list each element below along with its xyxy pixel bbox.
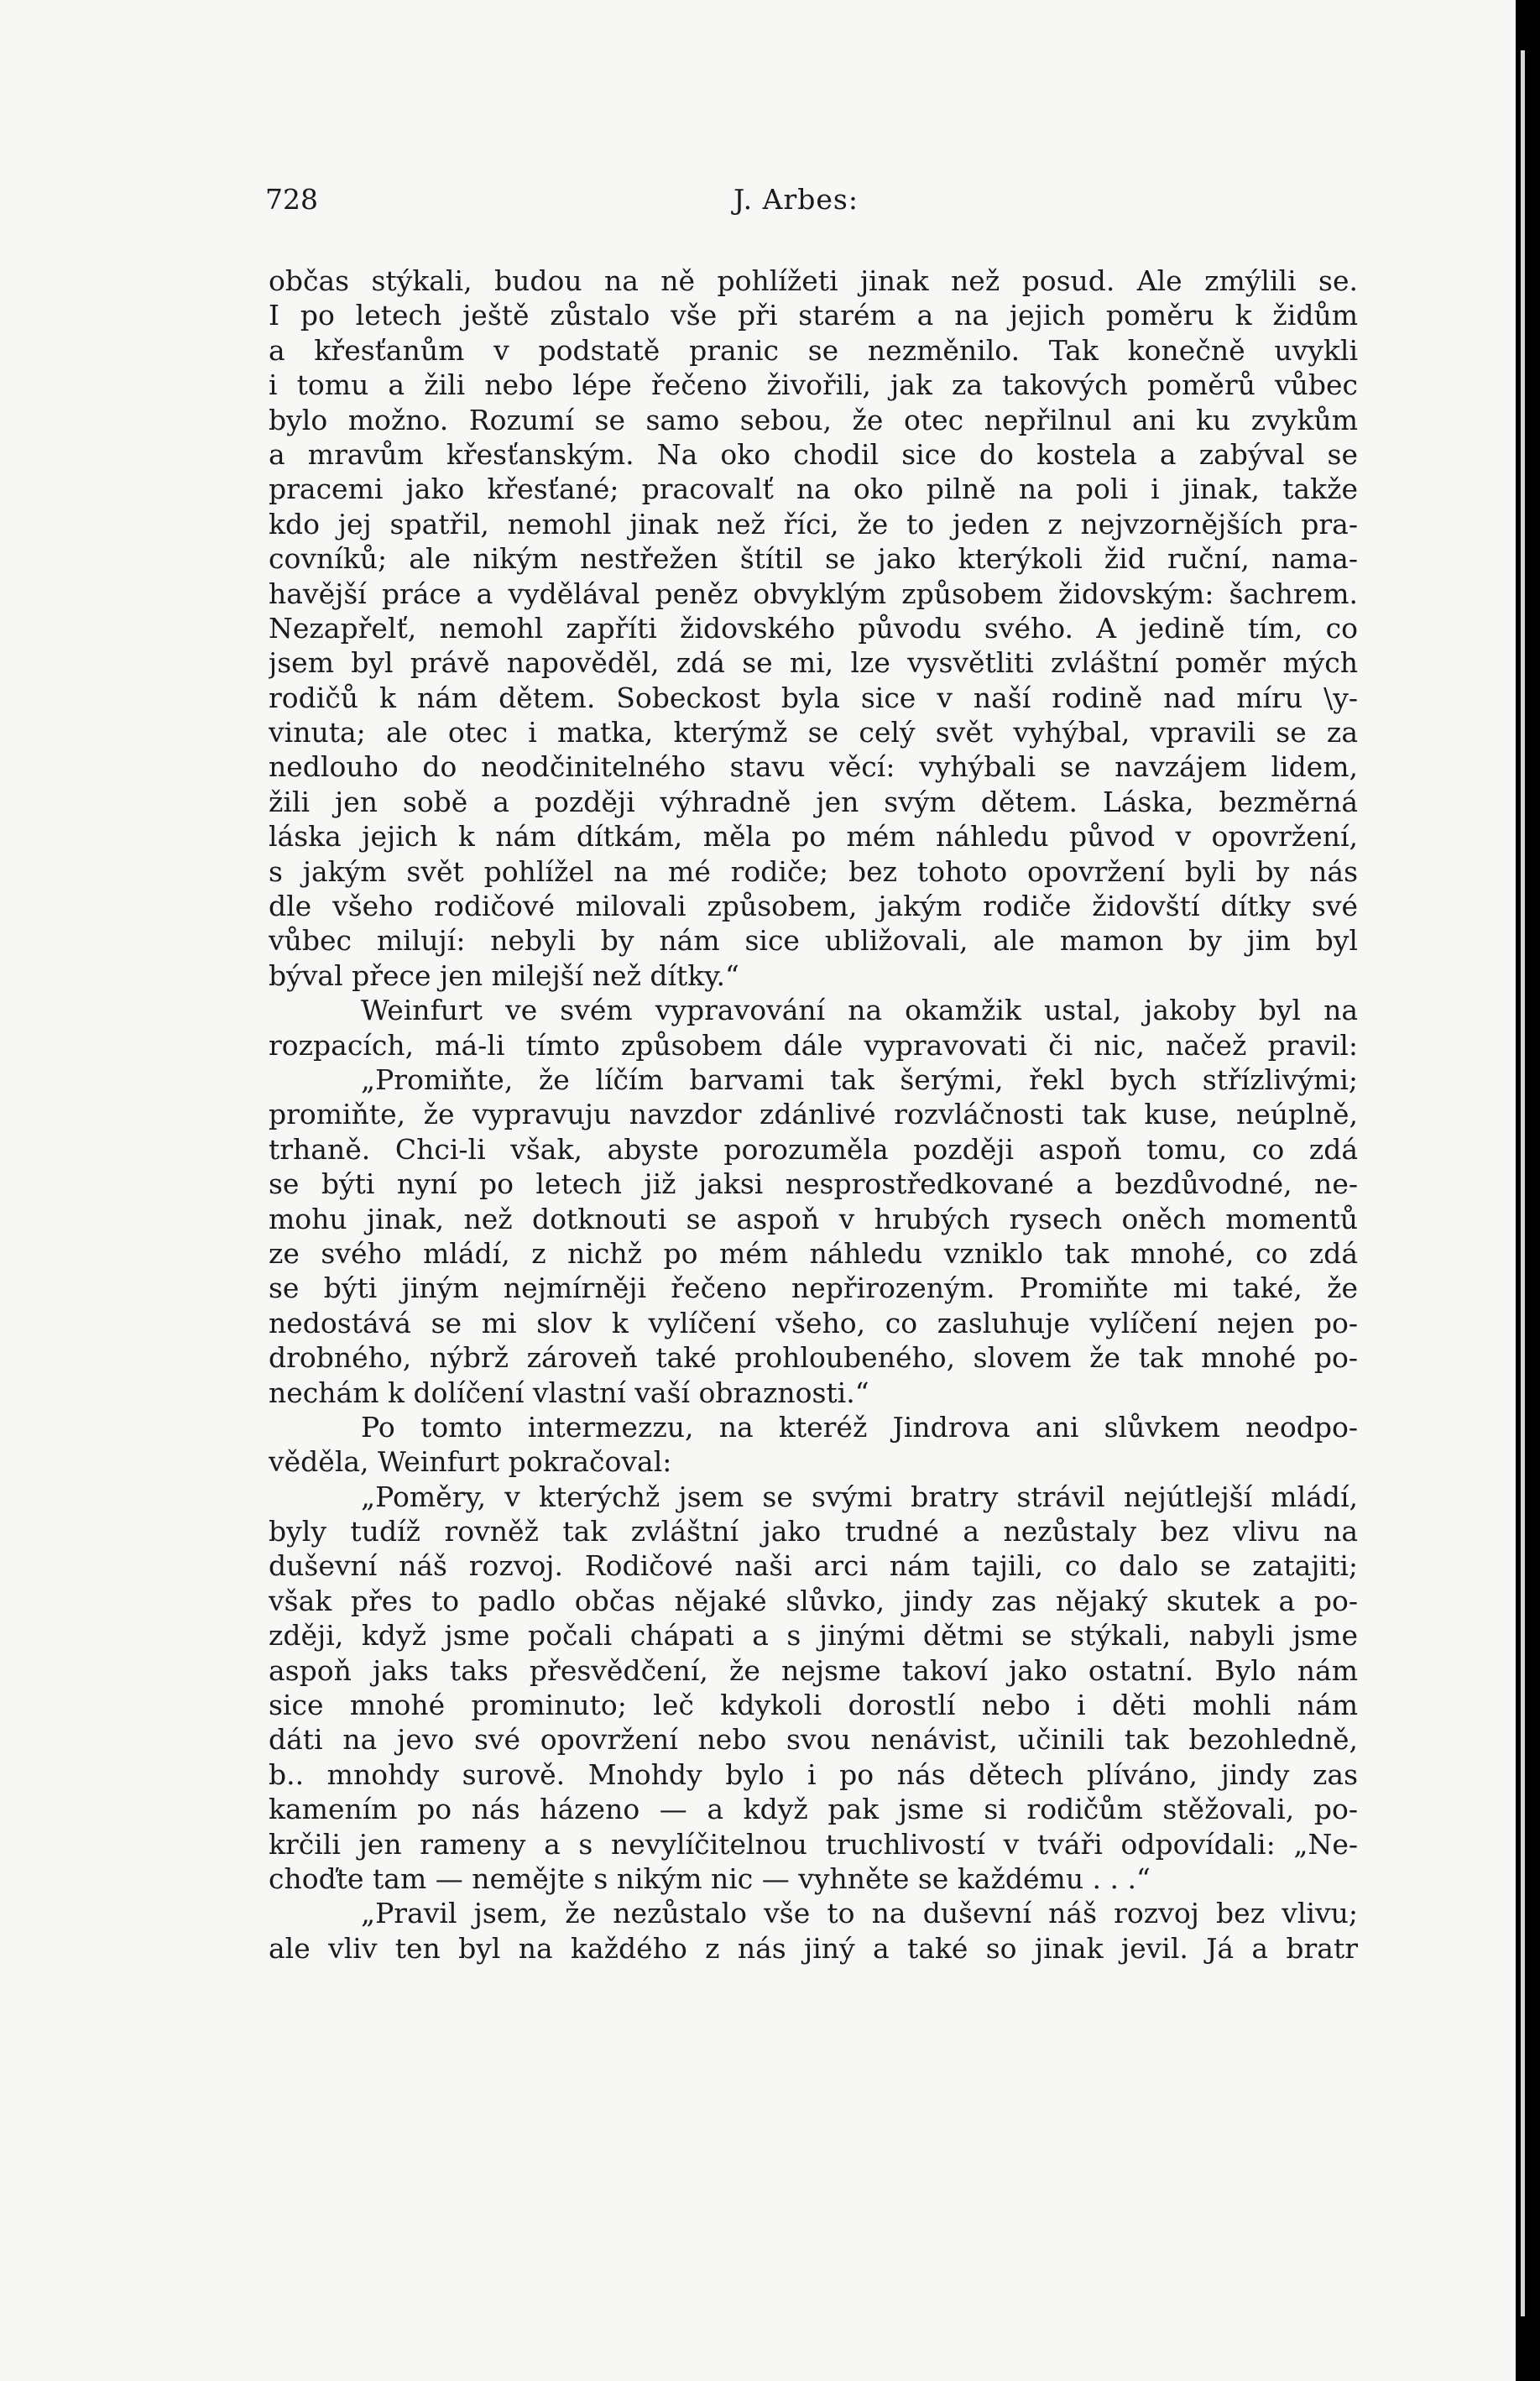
text-line: drobného, nýbrž zároveň také prohloubeného, slovem že tak mnohé po- (269, 1341, 1358, 1375)
text-line: vinuta; ale otec i matka, kterýmž se celý svět vyhýbal, vpravili se za (269, 716, 1358, 749)
text-line: kamením po nás házeno — a když pak jsme si rodičům stěžovali, po- (269, 1793, 1358, 1826)
text-line: Po tomto intermezzu, na kteréž Jindrova ani slůvkem neodpo- (361, 1410, 1358, 1444)
text-line: nechám k dolíčení vlastní vaší obraznosti.“ (269, 1376, 869, 1409)
text-line: byly tudíž rovněž tak zvláštní jako trudné a nezůstaly bez vlivu na (269, 1515, 1358, 1548)
text-line: „Pravil jsem, že nezůstalo vše to na duševní náš rozvoj bez vlivu; (361, 1897, 1358, 1930)
text-line: nedostává se mi slov k vylíčení všeho, co zasluhuje vylíčení nejen po- (269, 1306, 1358, 1339)
text-line: Weinfurt ve svém vypravování na okamžik ustal, jakoby byl na (361, 994, 1358, 1027)
text-line: rozpacích, má-li tímto způsobem dále vypravovati či nic, načež pravil: (269, 1028, 1358, 1062)
text-line: sice mnohé prominuto; leč kdykoli dorostlí nebo i děti mohli nám (269, 1689, 1358, 1722)
text-line: ze svého mládí, z nichž po mém náhledu vzniklo tak mnohé, co zdá (269, 1236, 1358, 1270)
text-line: bylo možno. Rozumí se samo sebou, že otec nepřilnul ani ku zvykům (269, 403, 1358, 436)
text-line: a mravům křesťanským. Na oko chodil sice do kostela a zabýval se (269, 437, 1358, 471)
text-line: i tomu a žili nebo lépe řečeno živořili, jak za takových poměrů vůbec (269, 368, 1358, 402)
text-line: kdo jej spatřil, nemohl jinak než říci, že to jeden z nejvzornějších pra- (269, 507, 1358, 540)
text-line: jsem byl právě napověděl, zdá se mi, lze vysvětliti zvláštní poměr mých (269, 646, 1358, 680)
page-number: 728 (265, 183, 318, 216)
running-head: J. Arbes: (733, 183, 859, 216)
text-line: I po letech ještě zůstalo vše při starém a na jejich poměru k židům (269, 299, 1358, 332)
text-line: žili jen sobě a později výhradně jen svým dětem. Láska, bezměrná (269, 785, 1358, 818)
text-line: býval přece jen milejší než dítky.“ (269, 958, 739, 992)
text-line: a křesťanům v podstatě pranic se nezměnilo. Tak konečně uvykli (269, 333, 1358, 367)
text-line: občas stýkali, budou na ně pohlížeti jinak než posud. Ale zmýlili se. (269, 264, 1358, 297)
text-line: trhaně. Chci-li však, abyste porozuměla později aspoň tomu, co zdá (269, 1132, 1358, 1166)
text-line: mohu jinak, než dotknouti se aspoň v hrubých rysech oněch momentů (269, 1202, 1358, 1235)
text-line: ale vliv ten byl na každého z nás jiný a také so jinak jevil. Já a bratr (269, 1931, 1358, 1965)
text-line: „Poměry, v kterýchž jsem se svými bratry strávil nejútlejší mládí, (361, 1480, 1358, 1513)
text-line: nedlouho do neodčinitelného stavu věcí: vyhýbali se navzájem lidem, (269, 750, 1358, 784)
page-edge (1521, 50, 1525, 2316)
text-line: zději, když jsme počali chápati a s jinými dětmi se stýkali, nabyli jsme (269, 1619, 1358, 1653)
body-text (269, 264, 1358, 1966)
page-header (265, 183, 1360, 225)
text-line: havější práce a vydělával peněz obvyklým způsobem židovským: šachrem. (269, 577, 1358, 610)
text-line: krčili jen rameny a s nevylíčitelnou truchlivostí v tváři odpovídali: „Ne- (269, 1827, 1358, 1861)
text-line: se býti nyní po letech již jaksi nesprostředkované a bezdůvodné, ne- (269, 1167, 1358, 1201)
text-line: však přes to padlo občas nějaké slůvko, jindy zas nějaký skutek a po- (269, 1584, 1358, 1617)
scan-border (1516, 0, 1540, 2381)
text-line: věděla, Weinfurt pokračoval: (269, 1445, 672, 1479)
text-line: duševní náš rozvoj. Rodičové naši arci nám tajili, co dalo se zatajiti; (269, 1549, 1358, 1583)
text-line: rodičů k nám dětem. Sobeckost byla sice v naší rodině nad míru \y- (269, 681, 1358, 714)
text-line: dáti na jevo své opovržení nebo svou nenávist, učinili tak bezohledně, (269, 1723, 1358, 1757)
text-line: Nezapřelť, nemohl zapříti židovského původu svého. A jedině tím, co (269, 611, 1358, 645)
text-line: láska jejich k nám dítkám, měla po mém náhledu původ v opovržení, (269, 820, 1358, 854)
text-line: pracemi jako křesťané; pracovalť na oko pilně na poli i jinak, takže (269, 473, 1358, 506)
text-line: choďte tam — nemějte s nikým nic — vyhněte se každému . . .“ (269, 1861, 1151, 1895)
text-line: dle všeho rodičové milovali způsobem, jakým rodiče židovští dítky své (269, 890, 1358, 923)
text-line: s jakým svět pohlížel na mé rodiče; bez tohoto opovržení byli by nás (269, 854, 1358, 888)
text-line: b.. mnohdy surově. Mnohdy bylo i po nás dětech plíváno, jindy zas (269, 1757, 1358, 1791)
text-line: covníků; ale nikým nestřežen štítil se jako kterýkoli žid ruční, nama- (269, 542, 1358, 576)
text-line: promiňte, že vypravuju navzdor zdánlivé rozvláčnosti tak kuse, neúplně, (269, 1098, 1358, 1131)
text-line: „Promiňte, že líčím barvami tak šerými, řekl bych střízlivými; (361, 1063, 1358, 1096)
text-line: vůbec milují: nebyli by nám sice ubližovali, ale mamon by jim byl (269, 924, 1358, 958)
text-line: se býti jiným nejmírněji řečeno nepřirozeným. Promiňte mi také, že (269, 1271, 1358, 1305)
text-line: aspoň jaks taks přesvědčení, že nejsme takoví jako ostatní. Bylo nám (269, 1653, 1358, 1687)
